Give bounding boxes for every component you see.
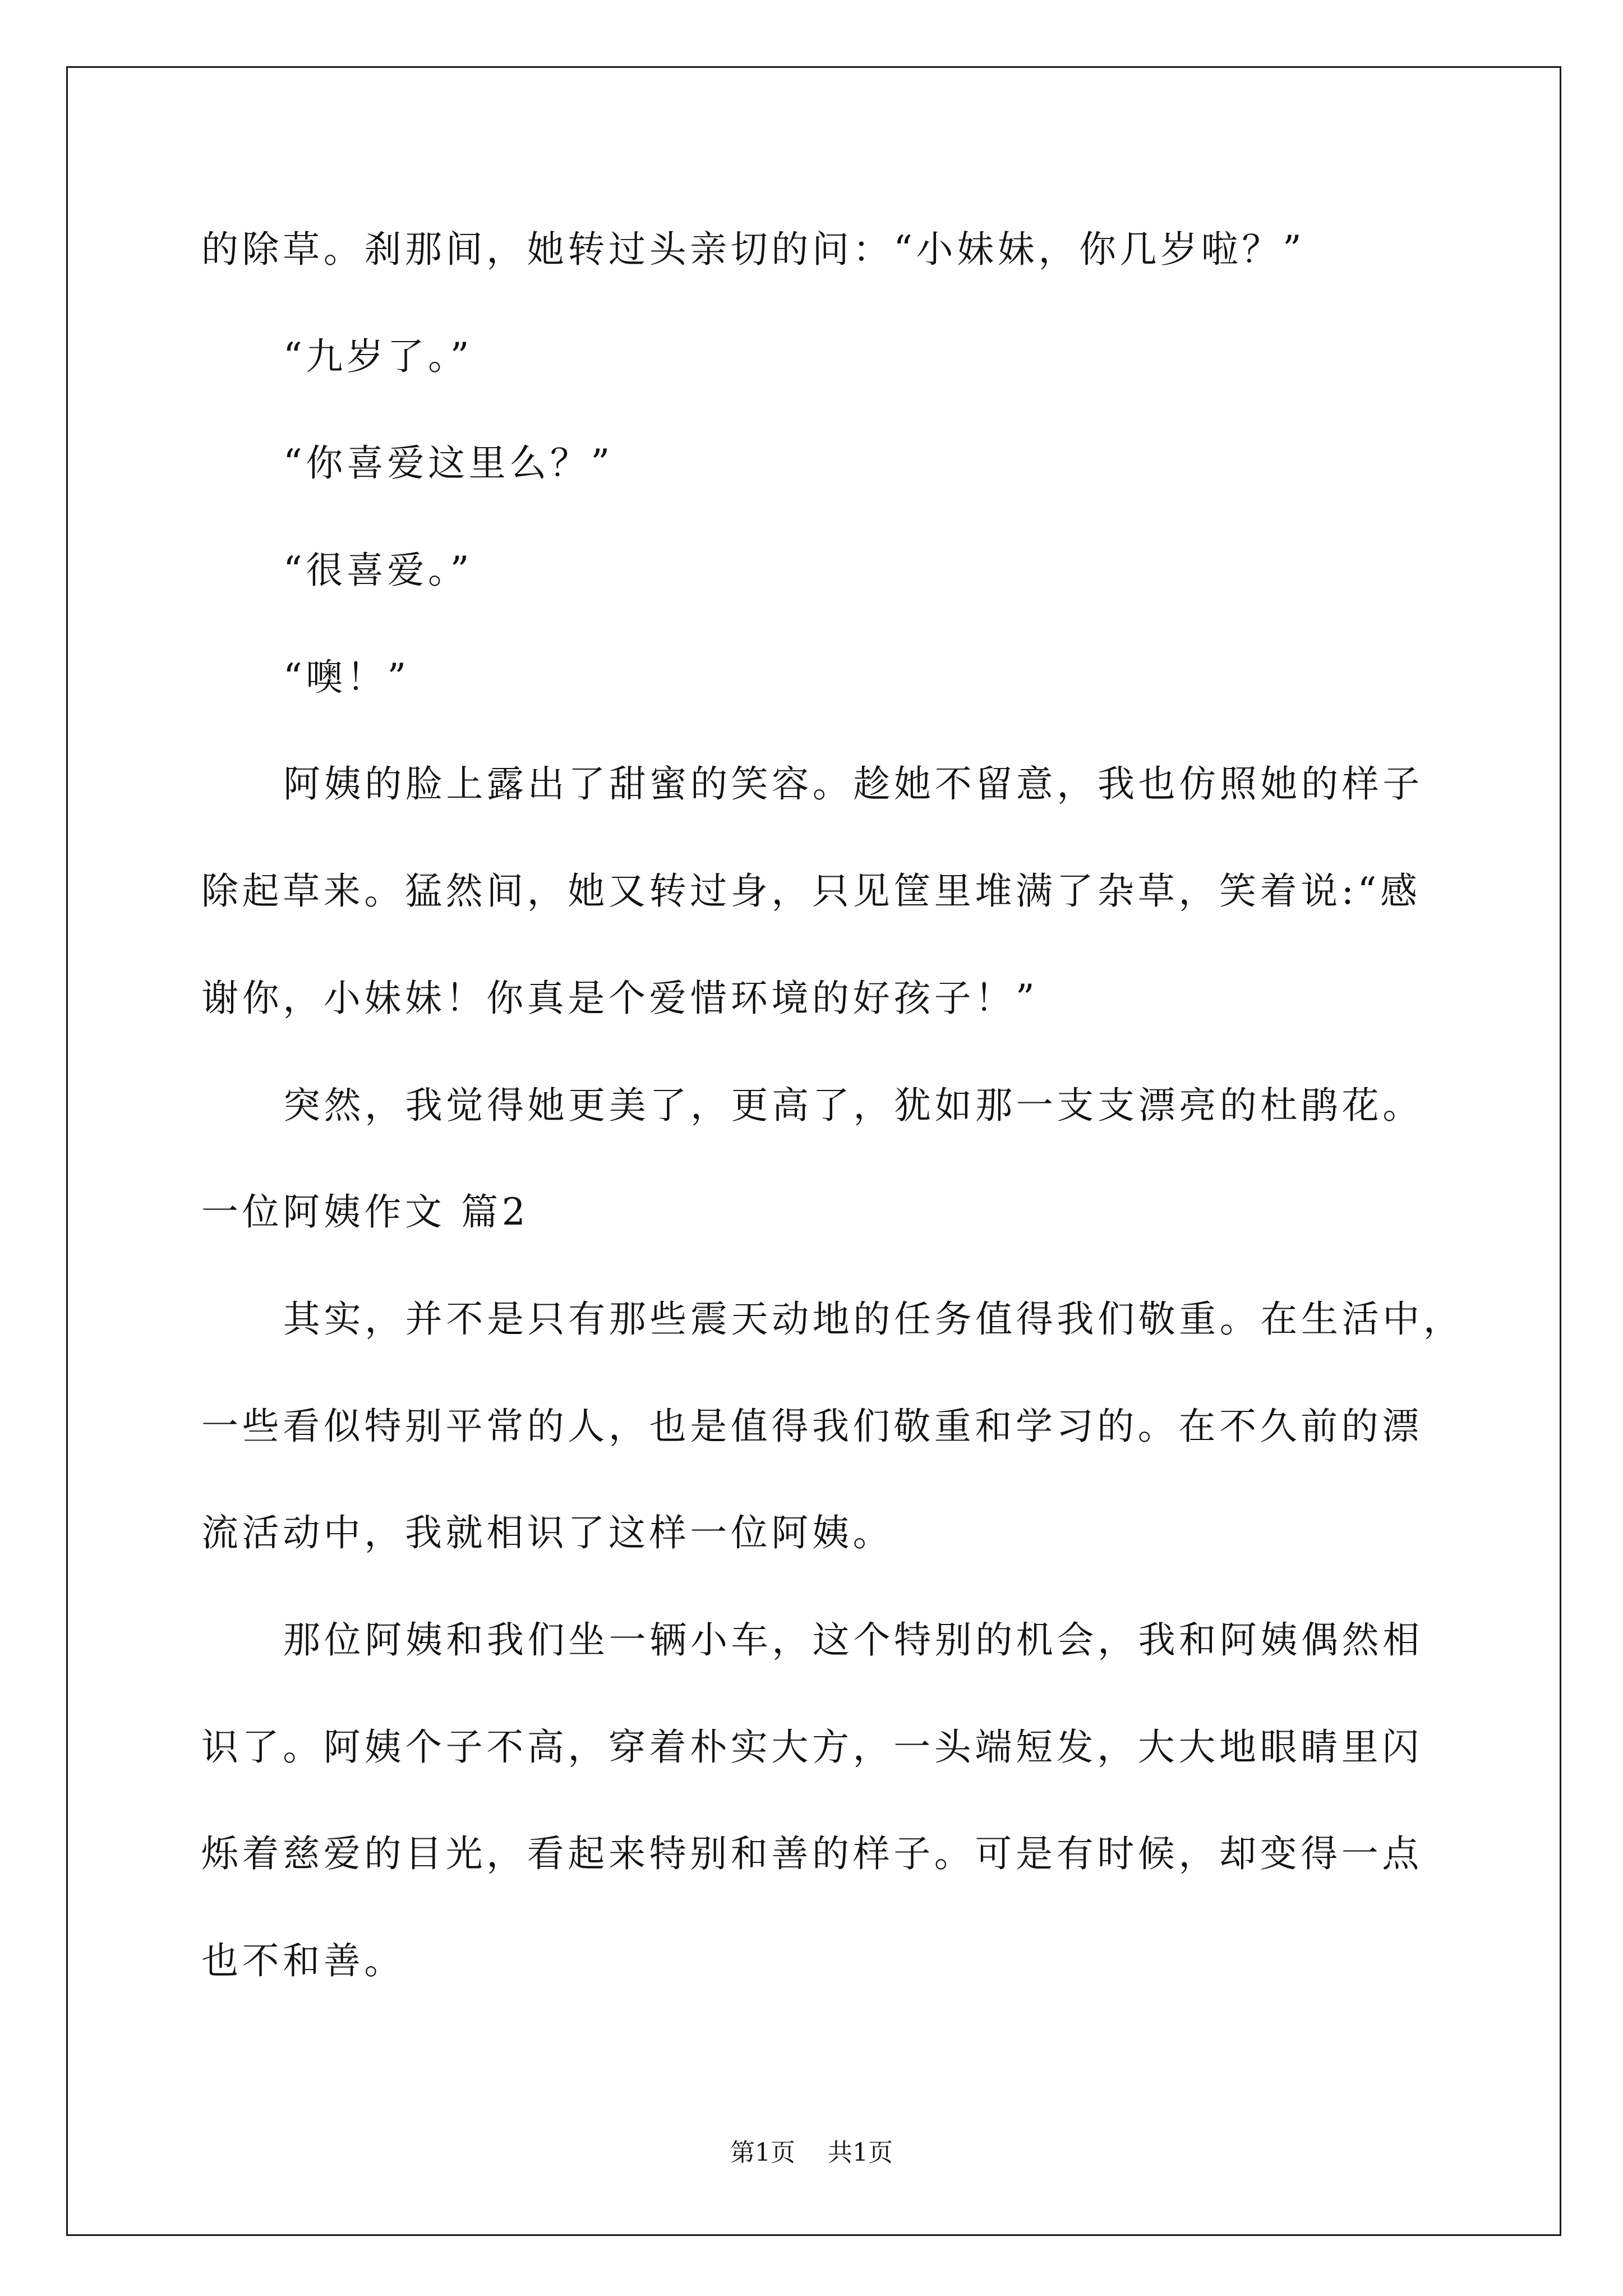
section-heading [201, 1159, 1536, 1266]
page-footer [0, 2136, 1623, 2170]
heading-text: 一位阿姨作文 篇2 [201, 1190, 529, 1234]
dialogue-paragraph [201, 624, 1536, 731]
body-paragraph [201, 1052, 1536, 1159]
continuation-paragraph [201, 196, 1536, 303]
body-paragraph [201, 731, 1536, 1052]
text-line: 那位阿姨和我们坐一辆小车，这个特别的机会，我和阿姨偶然相 [283, 1618, 1423, 1662]
text-line: 识了。阿姨个子不高，穿着朴实大方，一头端短发，大大地眼睛里闪 [201, 1725, 1423, 1769]
body-paragraph [201, 1587, 1536, 2015]
text-line: 谢你，小妹妹！你真是个爱惜环境的好孩子！” [201, 976, 1039, 1020]
text-line: 也不和善。 [201, 1939, 405, 1982]
text-line: “你喜爱这里么？” [283, 441, 614, 485]
text-line: 突然，我觉得她更美了，更高了，犹如那一支支漂亮的杜鹃花。 [283, 1083, 1423, 1127]
text-line: 流活动中，我就相识了这样一位阿姨。 [201, 1511, 894, 1555]
current-page-label: 第1页 [730, 2138, 795, 2167]
text-line: 除起草来。猛然间，她又转过身，只见筐里堆满了杂草，笑着说:“感 [201, 869, 1421, 913]
text-line: 的除草。刹那间，她转过头亲切的问：“小妹妹，你几岁啦？” [201, 228, 1306, 271]
document-body [201, 196, 1536, 2015]
text-line: 阿姨的脸上露出了甜蜜的笑容。趁她不留意，我也仿照她的样子 [283, 762, 1423, 806]
total-pages-label: 共1页 [828, 2138, 893, 2167]
dialogue-paragraph [201, 303, 1536, 411]
text-line: “很喜爱。” [283, 549, 473, 592]
text-line: 烁着慈爱的目光，看起来特别和善的样子。可是有时候，却变得一点 [201, 1832, 1423, 1876]
dialogue-paragraph [201, 517, 1536, 624]
text-line: “九岁了。” [283, 334, 473, 378]
text-line: 一些看似特别平常的人，也是值得我们敬重和学习的。在不久前的漂 [201, 1404, 1423, 1448]
dialogue-paragraph [201, 410, 1536, 517]
text-line: 其实，并不是只有那些震天动地的任务值得我们敬重。在生活中， [283, 1297, 1464, 1341]
body-paragraph [201, 1266, 1536, 1587]
text-line: “噢！” [283, 655, 410, 699]
